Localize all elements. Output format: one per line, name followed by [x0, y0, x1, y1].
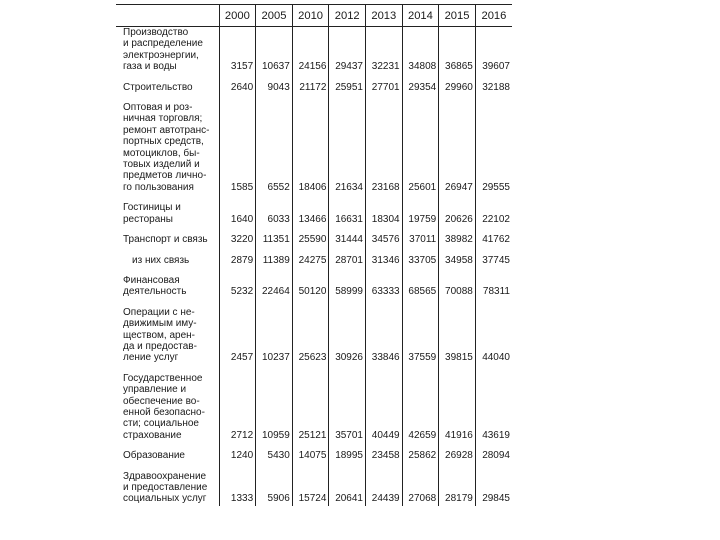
row-label: Здравоохранение и предоставление социальных услуг [123, 470, 208, 505]
value-cell: 23458 [366, 442, 403, 462]
row-label: Государственное управление и обеспечение во- енной безопасно- сти; социальное страхование [123, 372, 205, 441]
value-cell: 22464 [256, 267, 293, 299]
table-row [116, 247, 512, 267]
year-header: 2014 [402, 5, 439, 27]
row-label: Гостиницы и рестораны [123, 202, 181, 225]
value-cell: 1640 [219, 194, 256, 226]
row-label: Строительство [123, 81, 193, 93]
value-cell: 9043 [256, 74, 293, 94]
value-cell: 31346 [366, 247, 403, 267]
value-cell: 10637 [256, 27, 293, 74]
table-row [116, 194, 512, 226]
value-cell: 18406 [292, 94, 329, 194]
value-cell: 29960 [439, 74, 476, 94]
value-cell: 5906 [256, 463, 293, 506]
value-cell: 26928 [439, 442, 476, 462]
year-header: 2005 [256, 5, 293, 27]
value-cell: 21634 [329, 94, 366, 194]
value-cell: 27701 [366, 74, 403, 94]
value-cell: 24439 [366, 463, 403, 506]
value-cell: 2457 [219, 299, 256, 365]
value-cell: 33705 [402, 247, 439, 267]
row-label: Образование [123, 450, 185, 462]
value-cell: 1333 [219, 463, 256, 506]
table-row [116, 94, 512, 194]
row-label: Оптовая и роз- ничная торговля; ремонт автотранс- портных средств, мотоциклов, бы- товых изделий и предметов лично- го пользования [123, 102, 210, 193]
value-cell: 43619 [475, 365, 512, 442]
value-cell: 78311 [475, 267, 512, 299]
value-cell: 25951 [329, 74, 366, 94]
year-header: 2010 [292, 5, 329, 27]
value-cell: 41916 [439, 365, 476, 442]
header-label-cell [116, 5, 219, 27]
value-cell: 25590 [292, 226, 329, 246]
value-cell: 36865 [439, 27, 476, 74]
table-row [116, 463, 512, 506]
value-cell: 21172 [292, 74, 329, 94]
table-row [116, 442, 512, 462]
value-cell: 6552 [256, 94, 293, 194]
value-cell: 24275 [292, 247, 329, 267]
value-cell: 19759 [402, 194, 439, 226]
table-row [116, 365, 512, 442]
row-label: Операции с не- движимым иму- ществом, арен- да и предостав- ление услуг [123, 306, 197, 364]
value-cell: 10237 [256, 299, 293, 365]
year-header: 2000 [219, 5, 256, 27]
value-cell: 63333 [366, 267, 403, 299]
value-cell: 28701 [329, 247, 366, 267]
value-cell: 20641 [329, 463, 366, 506]
value-cell: 41762 [475, 226, 512, 246]
value-cell: 1240 [219, 442, 256, 462]
value-cell: 28179 [439, 463, 476, 506]
value-cell: 13466 [292, 194, 329, 226]
row-label: Транспорт и связь [123, 234, 208, 246]
value-cell: 1585 [219, 94, 256, 194]
value-cell: 16631 [329, 194, 366, 226]
value-cell: 34576 [366, 226, 403, 246]
value-cell: 37011 [402, 226, 439, 246]
value-cell: 29845 [475, 463, 512, 506]
value-cell: 2879 [219, 247, 256, 267]
value-cell: 35701 [329, 365, 366, 442]
value-cell: 70088 [439, 267, 476, 299]
table-row [116, 74, 512, 94]
value-cell: 10959 [256, 365, 293, 442]
value-cell: 29555 [475, 94, 512, 194]
value-cell: 3157 [219, 27, 256, 74]
value-cell: 11389 [256, 247, 293, 267]
value-cell: 18304 [366, 194, 403, 226]
value-cell: 14075 [292, 442, 329, 462]
table-header-row [116, 5, 512, 27]
value-cell: 3220 [219, 226, 256, 246]
row-label: из них связь [132, 254, 190, 266]
table-row [116, 267, 512, 299]
value-cell: 20626 [439, 194, 476, 226]
year-header: 2013 [366, 5, 403, 27]
value-cell: 38982 [439, 226, 476, 246]
value-cell: 39815 [439, 299, 476, 365]
value-cell: 2712 [219, 365, 256, 442]
value-cell: 33846 [366, 299, 403, 365]
value-cell: 40449 [366, 365, 403, 442]
value-cell: 5232 [219, 267, 256, 299]
value-cell: 5430 [256, 442, 293, 462]
value-cell: 44040 [475, 299, 512, 365]
value-cell: 25601 [402, 94, 439, 194]
value-cell: 6033 [256, 194, 293, 226]
table-row [116, 27, 512, 74]
value-cell: 23168 [366, 94, 403, 194]
value-cell: 58999 [329, 267, 366, 299]
value-cell: 37559 [402, 299, 439, 365]
value-cell: 39607 [475, 27, 512, 74]
value-cell: 32231 [366, 27, 403, 74]
row-label: Финансовая деятельность [123, 274, 187, 298]
value-cell: 34958 [439, 247, 476, 267]
value-cell: 24156 [292, 27, 329, 74]
value-cell: 27068 [402, 463, 439, 506]
value-cell: 15724 [292, 463, 329, 506]
value-cell: 22102 [475, 194, 512, 226]
value-cell: 68565 [402, 267, 439, 299]
value-cell: 42659 [402, 365, 439, 442]
value-cell: 29354 [402, 74, 439, 94]
value-cell: 25121 [292, 365, 329, 442]
value-cell: 28094 [475, 442, 512, 462]
value-cell: 2640 [219, 74, 256, 94]
value-cell: 31444 [329, 226, 366, 246]
year-header: 2016 [475, 5, 512, 27]
value-cell: 11351 [256, 226, 293, 246]
year-header: 2012 [329, 5, 366, 27]
value-cell: 30926 [329, 299, 366, 365]
row-label: Производство и распределение электроэнергии, газа и воды [123, 27, 203, 73]
table-row [116, 299, 512, 365]
value-cell: 18995 [329, 442, 366, 462]
value-cell: 37745 [475, 247, 512, 267]
table-row [116, 226, 512, 246]
value-cell: 34808 [402, 27, 439, 74]
value-cell: 50120 [292, 267, 329, 299]
value-cell: 26947 [439, 94, 476, 194]
statistics-table [116, 4, 512, 506]
value-cell: 32188 [475, 74, 512, 94]
value-cell: 25862 [402, 442, 439, 462]
year-header: 2015 [439, 5, 476, 27]
value-cell: 29437 [329, 27, 366, 74]
value-cell: 25623 [292, 299, 329, 365]
